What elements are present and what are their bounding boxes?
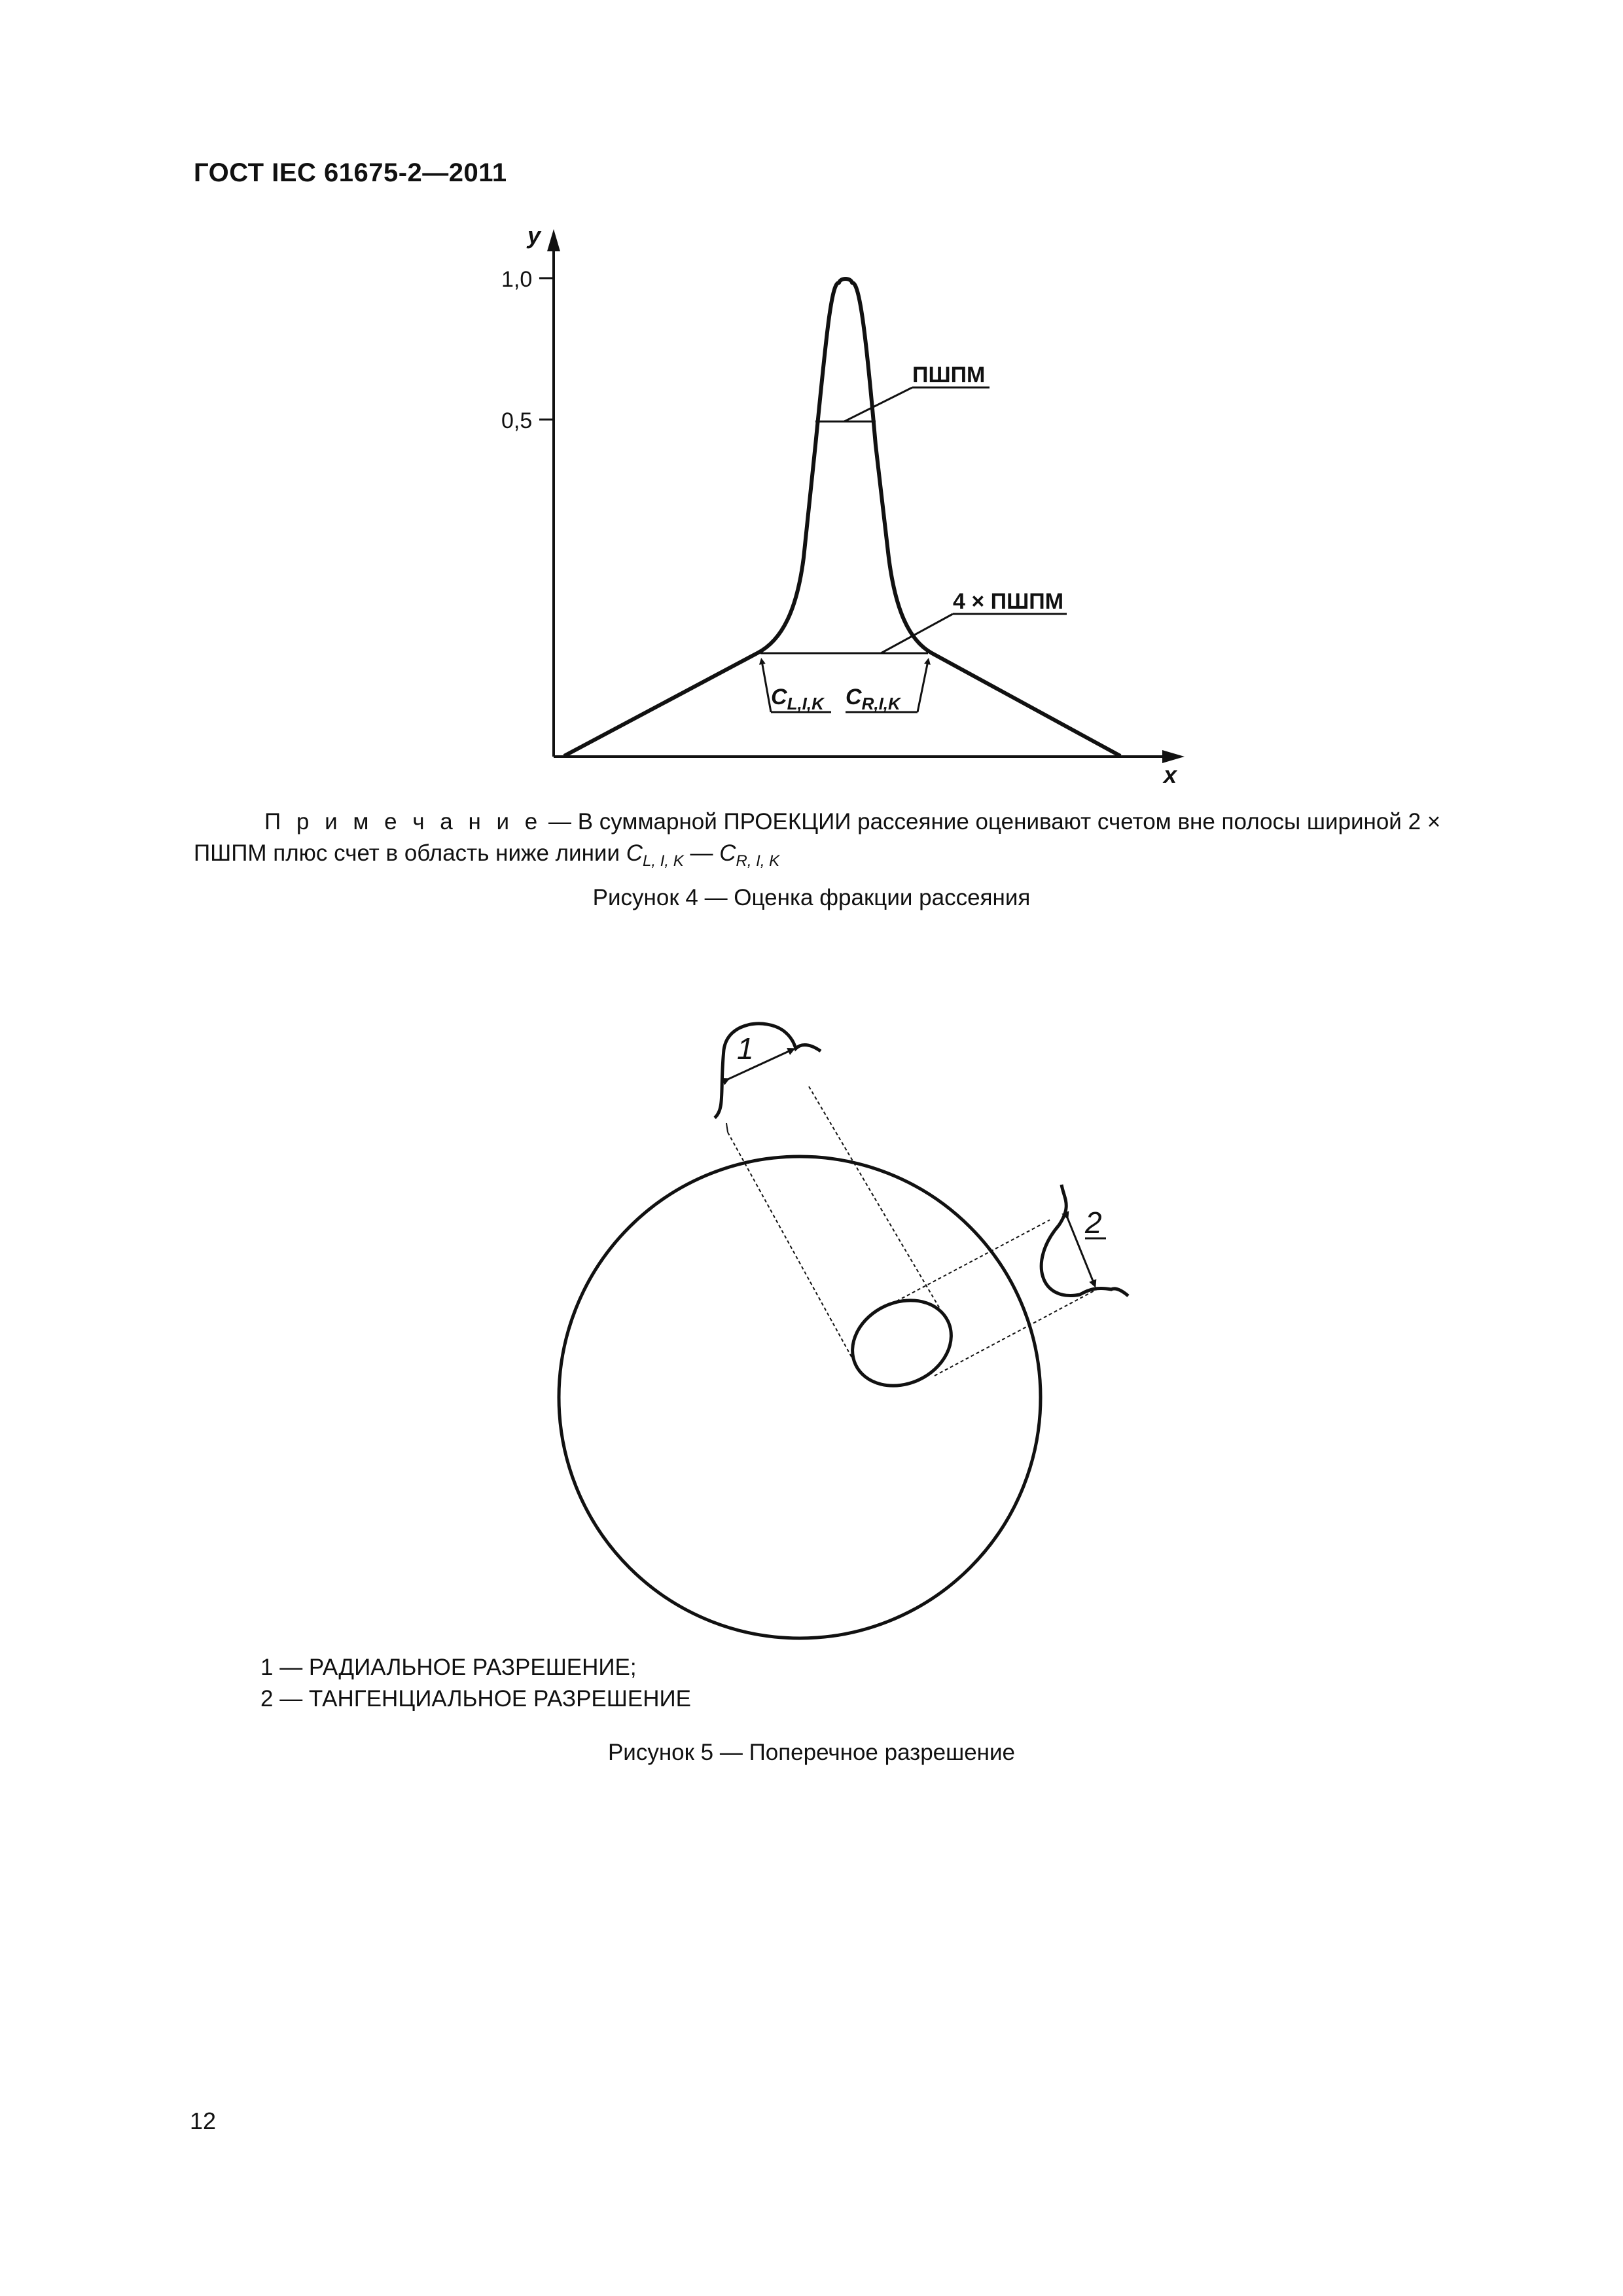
- document-header: ГОСТ IEC 61675-2—2011: [194, 158, 507, 187]
- tangential-projection-line-2: [935, 1289, 1097, 1376]
- y-tick-label-1: 1,0: [501, 267, 533, 292]
- x-axis-label: x: [1164, 761, 1177, 788]
- note-subscript-cl: L, I, K: [643, 852, 684, 870]
- figure-4-caption: Рисунок 4 — Оценка фракции рассеяния: [592, 885, 1031, 910]
- label-2: 2: [1085, 1206, 1102, 1240]
- point-source-ellipse: [838, 1285, 965, 1401]
- figure-5-diagram: [0, 969, 1623, 1662]
- left-corner-arrow: [762, 661, 771, 712]
- page-number: 12: [190, 2108, 217, 2134]
- tangential-profile-curve: [1041, 1185, 1128, 1296]
- scatter-profile-curve: [564, 279, 1120, 756]
- radial-resolution-arrow: [726, 1050, 792, 1080]
- note-prefix: П р и м е ч а н и е: [264, 809, 543, 834]
- right-corner-arrow: [918, 661, 928, 712]
- left-corner-label: $C_{L,I,K}$: [771, 685, 824, 713]
- figure-4-plot: [0, 0, 1623, 798]
- figure-4-note: [194, 806, 1496, 877]
- y-tick-label-05: 0,5: [501, 408, 533, 433]
- radial-profile-curve: [715, 1024, 821, 1118]
- note-text: — В суммарной ПРОЕКЦИИ рассеяние оценивают счетом вне полосы шириной 2 × ПШПМ плюс счет в область ниже линии: [194, 809, 1441, 866]
- radial-projection-line-2: [809, 1086, 942, 1313]
- note-subscript-cr: R, I, K: [736, 852, 780, 870]
- note-dash: —: [683, 840, 720, 866]
- y-axis-label: y: [527, 222, 541, 249]
- four-fwhm-label: 4 × ПШПМ: [953, 589, 1064, 614]
- fwhm-label: ПШПМ: [912, 363, 986, 387]
- figure-5-caption: Рисунок 5 — Поперечное разрешение: [607, 1740, 1016, 1765]
- radial-projection-line-1: [728, 1132, 855, 1363]
- field-of-view-circle: [559, 1157, 1041, 1638]
- legend-item-2: 2 — ТАНГЕНЦИАЛЬНОЕ РАЗРЕШЕНИЕ: [260, 1686, 691, 1712]
- note-symbol-cl: C: [626, 840, 643, 866]
- legend-item-1: 1 — РАДИАЛЬНОЕ РАЗРЕШЕНИЕ;: [260, 1655, 637, 1680]
- right-corner-label: $C_{R,I,K}$: [846, 685, 901, 713]
- y-axis-arrow: [547, 229, 560, 251]
- note-symbol-cr: C: [719, 840, 736, 866]
- radial-extent-top: [726, 1123, 728, 1132]
- fwhm-leader: [844, 387, 912, 422]
- label-1: 1: [737, 1031, 754, 1066]
- four-fwhm-leader: [881, 614, 953, 653]
